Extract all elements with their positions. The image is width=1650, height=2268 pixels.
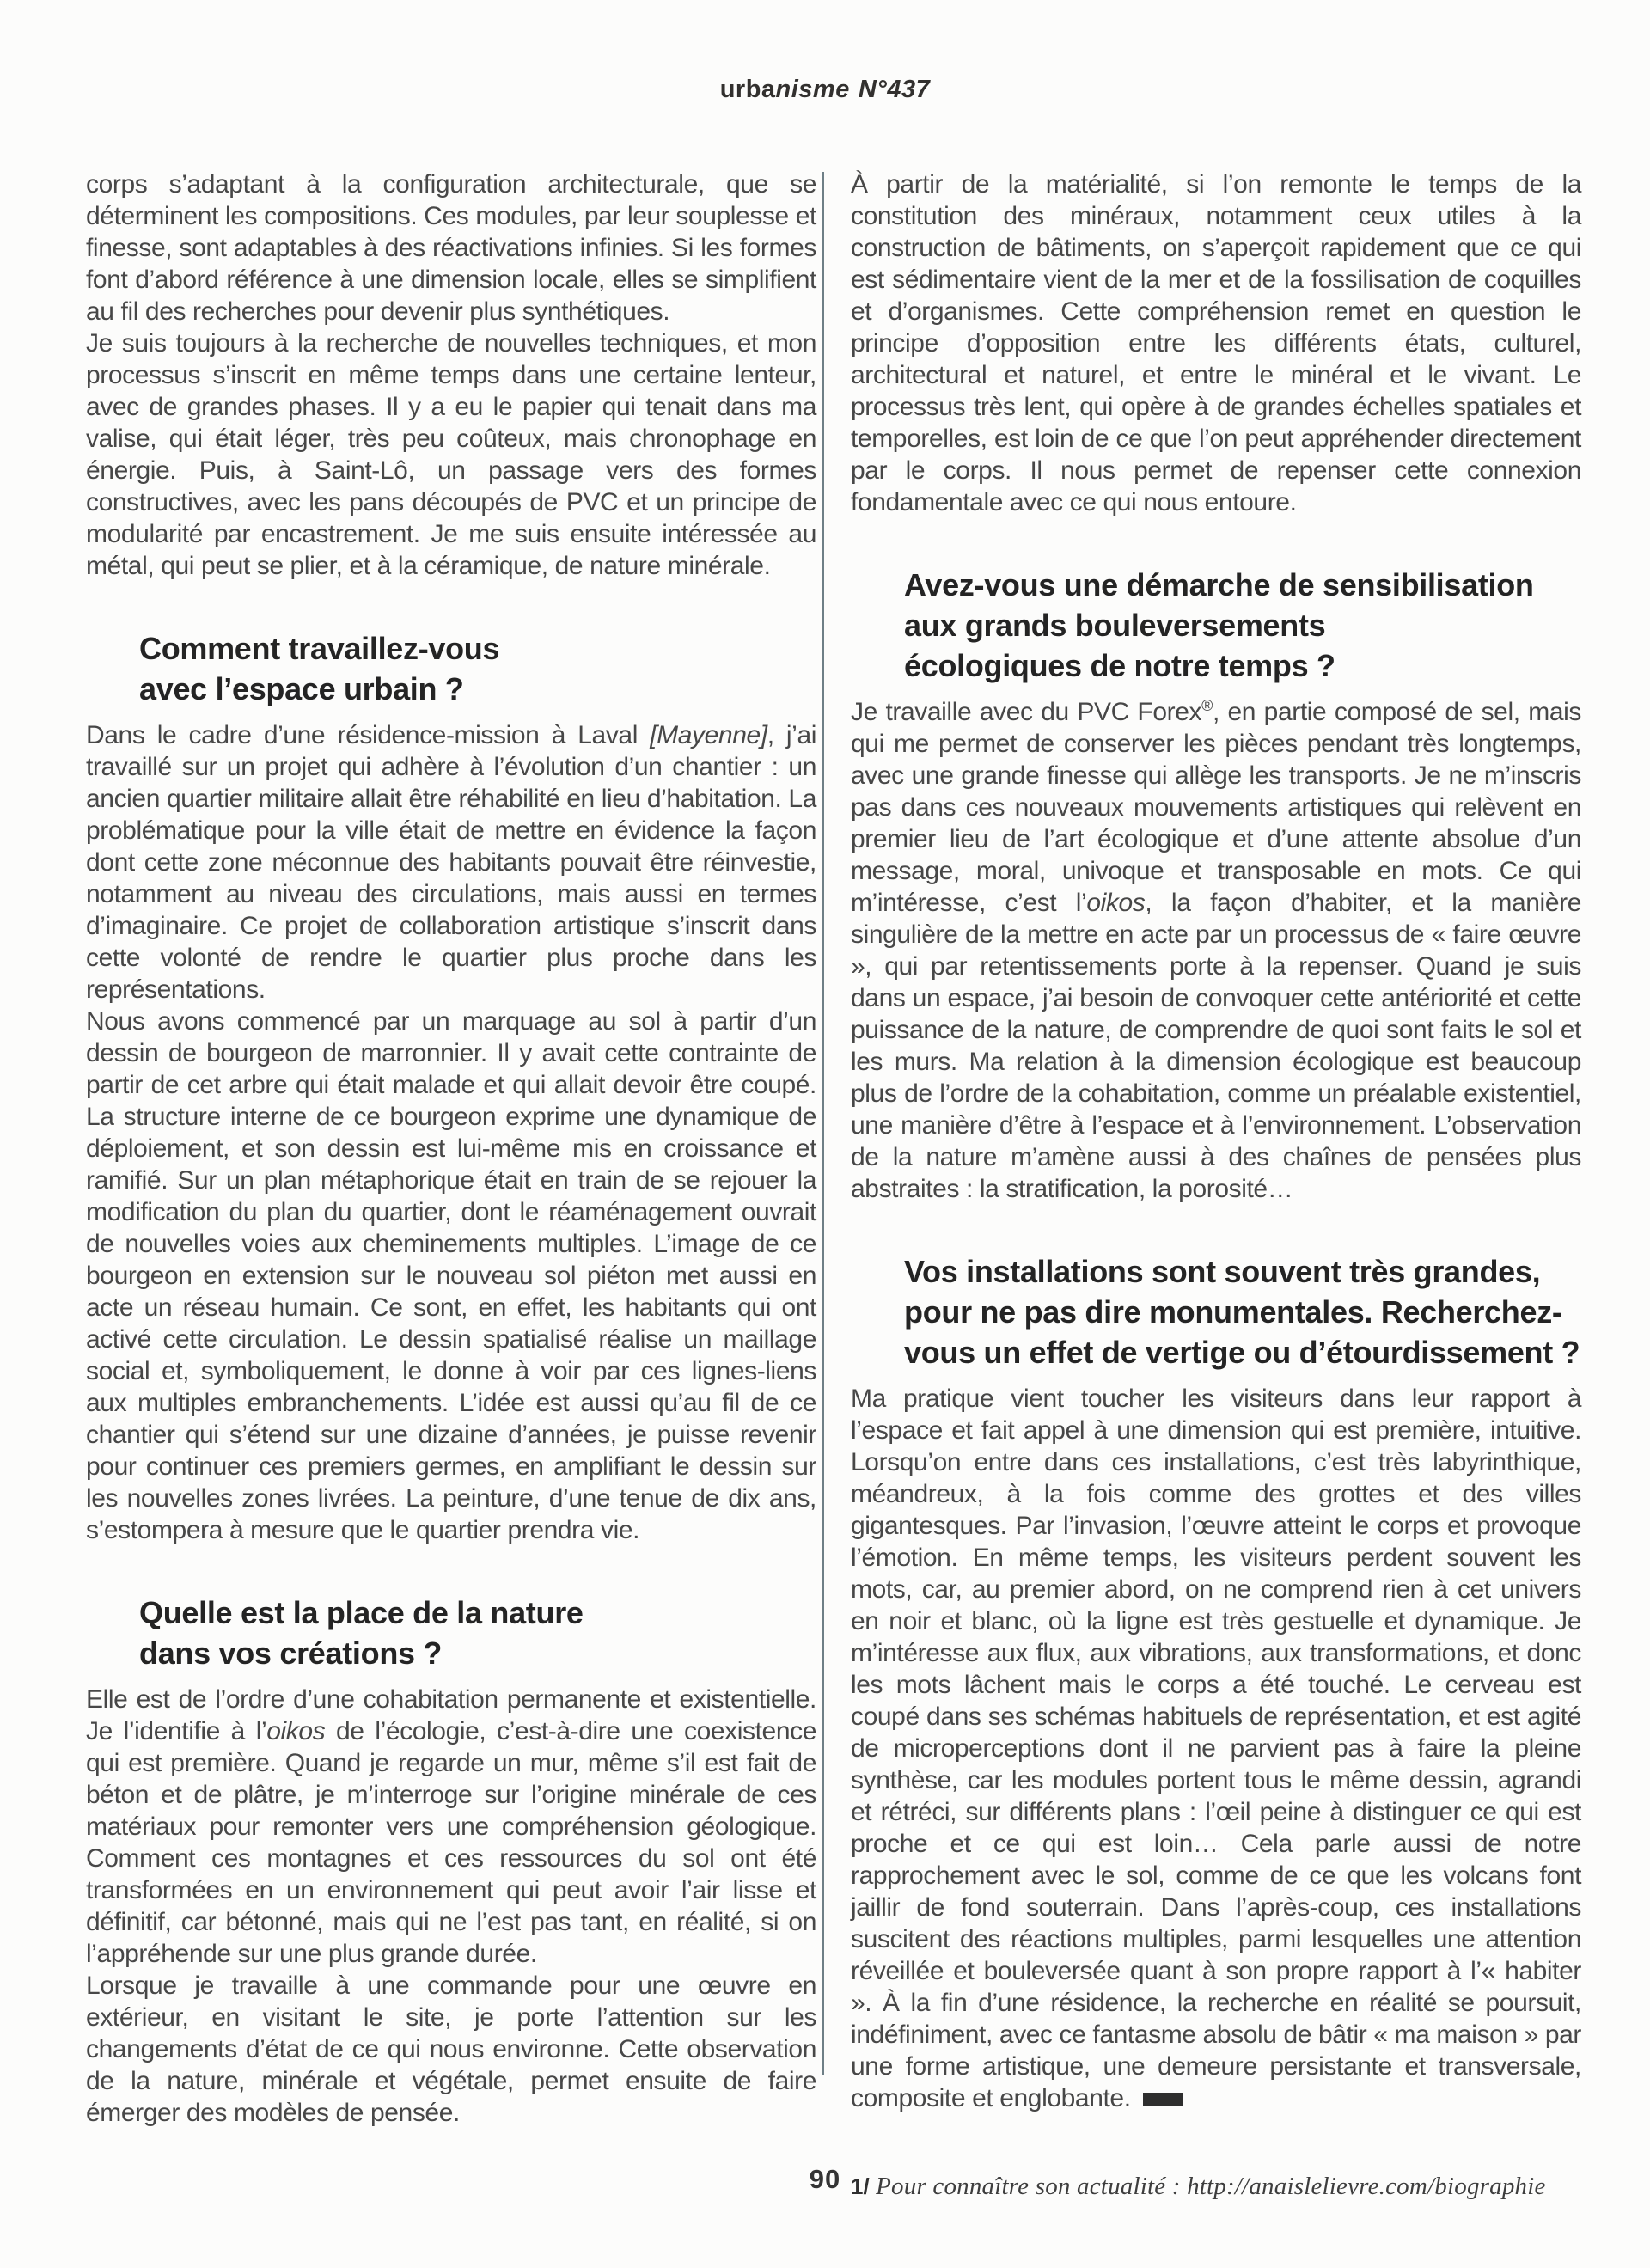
footnote-text: Pour connaître son actualité : http://anaislelievre.com/biographie xyxy=(869,2173,1546,2200)
text-segment: Je suis toujours à la recherche de nouvelles techniques, et mon processus s’inscrit en même temps dans une certaine lenteur, avec de grandes phases. Il y a eu le papier qui tenait dans ma valise, qui était léger, très peu coûteux, mais chronophage en énergie. Puis, à Saint-Lô, un passage vers des formes constructives, avec les pans découpés de PVC et un principe de modularité par encastrement. Je me suis ensuite intéressée au métal, qui peut se plier, et à la céramique, de nature minérale. xyxy=(86,329,816,580)
masthead-brand-regular: urba xyxy=(719,76,776,103)
text-segment: Lorsque je travaille à une commande pour une œuvre en extérieur, en visitant le site, je porte l’attention sur les changements d’état de ce qui nous environne. Cette observation de la nature, minérale et végétale, permet ensuite de faire émerger des modèles de pensée. xyxy=(86,1972,816,2127)
text-segment: Ma pratique vient toucher les visiteurs dans leur rapport à l’espace et fait appel à une dimension qui est première, intuitive. Lorsqu’on entre dans ces installations, c’est très labyrinthique, méandreux, à la fois comme des grottes et des villes gigantesques. Par l’invasion, l’œuvre atteint le corps et provoque l’émotion. En même temps, les visiteurs perdent souvent les mots, car, au premier abord, on ne comprend rien à cet univers en noir et blanc, où la ligne est très gestuelle et dynamique. Je m’intéresse aux flux, aux vibrations, aux transformations, et donc les mots lâchent mais le corps a été touché. Le cerveau est coupé dans ses schémas habituels de représentation, et est agité de microperceptions dont il ne parvient pas à faire la pleine synthèse, car les modules portent tous le même dessin, agrandi et rétréci, sur différents plans : l’œil peine à distinguer ce qui est proche et ce qui est loin… Cela parle aussi de notre rapprochement avec le sol, comme de ce que les volcans font jaillir de fond souterrain. Dans l’après-coup, ces installations suscitent des réactions multiples, parmi lesquelles une attention réveillée et bouleversée quant à son propre rapport à l’« habiter ». À la fin d’une résidence, la recherche en réalité se poursuit, indéfiniment, avec ce fantasme absolu de bâtir « ma maison » par une forme artistique, une demeure persistante et transversale, composite et englobante. xyxy=(851,1385,1581,2112)
column-divider-rule xyxy=(822,172,824,2075)
left-column xyxy=(86,168,816,2201)
body-paragraph xyxy=(86,1970,816,2129)
text-segment: , la façon d’habiter, et la manière singulière de la mettre en acte par un processus de « faire œuvre », qui par retentissements porte à la repenser. Quand je suis dans un espace, j’ai besoin de convoquer cette antériorité et cette puissance de la nature, de comprendre de quoi sont faits le sol et les murs. Ma relation à la dimension écologique est beaucoup plus de l’ordre de la cohabitation, comme un préalable existentiel, une manière d’être à l’espace et à l’environnement. L’observation de la nature m’amène aussi à des chaînes de pensées plus abstraites : la stratification, la porosité… xyxy=(851,889,1581,1203)
body-paragraph xyxy=(86,719,816,1006)
text-segment: , en partie composé de sel, mais qui me permet de conserver les pièces pendant très longtemps, avec une grande finesse qui allège les transports. Je ne m’inscris pas dans ces nouveaux mouvements artistiques qui relèvent en premier lieu de l’art écologique et d’une attente absolue d’un message, moral, univoque et transposable en mots. Ce qui m’intéresse, c’est l’ xyxy=(851,698,1581,917)
masthead xyxy=(0,76,1650,104)
text-segment: oikos xyxy=(266,1717,326,1745)
body-paragraph xyxy=(851,696,1581,1205)
page-number: 90 xyxy=(809,2164,841,2194)
heading-line: Comment travaillez-vous xyxy=(139,631,500,666)
text-segment: [Mayenne] xyxy=(650,721,767,749)
right-column xyxy=(851,168,1581,2201)
trademark-symbol: ® xyxy=(1201,697,1213,714)
text-segment: À partir de la matérialité, si l’on remonte le temps de la constitution des minéraux, notamment ceux utiles à la construction de bâtiments, on s’aperçoit rapidement que ce qui est sédimentaire vient de la mer et de la fossilisation de coquilles et d’organismes. Cette compréhension remet en question le principe d’opposition entre les différents états, culturel, architectural et naturel, et entre le minéral et le vivant. Le processus très lent, qui opère à de grandes échelles spatiales et temporelles, est loin de ce que l’on peut appréhender directement par le corps. Il nous permet de repenser cette connexion fondamentale avec ce qui nous entoure. xyxy=(851,170,1581,517)
body-paragraph xyxy=(851,1383,1581,2114)
text-segment: Nous avons commencé par un marquage au sol à partir d’un dessin de bourgeon de marronnier. Il y avait cette contrainte de partir de cet arbre qui était malade et qui allait devoir être coupé. La structure interne de ce bourgeon exprime une dynamique de déploiement, et son dessin est lui-même mis en croissance et ramifié. Sur un plan métaphorique était en train de se rejouer la modification du plan du quartier, dont le réaménagement ouvrait de nouvelles voies aux cheminements multiples. L’image de ce bourgeon en extension sur le nouveau sol piéton met aussi en acte un réseau humain. Ce sont, en effet, les habitants qui ont activé cette circulation. Le dessin spatialisé réalise un maillage social et, symboliquement, le donne à voir par ces lignes-liens aux multiples embranchements. L’idée est aussi qu’au fil de ce chantier qui s’étend sur une dizaine d’années, je puisse revenir pour continuer ces premiers germes, en amplifiant le dessin sur les nouvelles zones livrées. La peinture, d’une tenue de dix ans, s’estompera à mesure que le quartier prendra vie. xyxy=(86,1007,816,1544)
text-segment: de l’écologie, c’est-à-dire une coexistence qui est première. Quand je regarde un mur, même s’il est fait de béton et de plâtre, je m’interroge sur l’origine minérale de ces matériaux pour remonter vers une compréhension géologique. Comment ces montagnes et ces ressources du sol ont été transformées en un environnement qui peut avoir l’air lisse et définitif, car bétonné, mais qui ne l’est pas tant, en réalité, si on l’appréhende sur une plus grande durée. xyxy=(86,1717,816,1968)
interview-question-heading xyxy=(86,628,816,709)
heading-line: Vos installations sont souvent très grandes, xyxy=(904,1254,1541,1289)
heading-line: dans vos créations ? xyxy=(139,1635,443,1671)
interview-question-heading xyxy=(851,565,1581,686)
body-paragraph xyxy=(86,1006,816,1546)
heading-line: Quelle est la place de la nature xyxy=(139,1595,584,1630)
text-segment: corps s’adaptant à la configuration architecturale, que se déterminent les compositions. Ces modules, par leur souplesse et finesse, sont adaptables à des réactivations infinies. Si les formes font d’abord référence à une dimension locale, elles se simplifient au fil des recherches pour devenir plus synthétiques. xyxy=(86,170,816,326)
footnote-marker: 1/ xyxy=(851,2173,870,2199)
end-of-article-mark xyxy=(1143,2093,1182,2106)
text-segment: , j’ai travaillé sur un projet qui adhère à l’évolution d’un chantier : un ancien quartier militaire allait être réhabilité en lieu d’habitation. La problématique pour la ville était de mettre en évidence la façon dont cette zone méconnue des habitants pouvait être réinvestie, notamment au niveau des circulations, mais aussi en termes d’imaginaire. Ce projet de collaboration artistique s’inscrit dans cette volonté de rendre le quartier plus proche dans les représentations. xyxy=(86,721,816,1004)
text-segment: Dans le cadre d’une résidence-mission à Laval xyxy=(86,721,651,749)
text-segment: oikos xyxy=(1086,889,1146,917)
heading-line: avec l’espace urbain ? xyxy=(139,671,464,706)
heading-line: vous un effet de vertige ou d’étourdissement ? xyxy=(904,1335,1580,1370)
body-paragraph xyxy=(851,168,1581,518)
body-paragraph xyxy=(86,1684,816,1970)
article-columns xyxy=(86,168,1581,2201)
masthead-brand-italic: nisme xyxy=(775,76,850,103)
body-paragraph xyxy=(86,168,816,327)
interview-question-heading xyxy=(86,1592,816,1673)
masthead-issue-number: N°437 xyxy=(858,76,931,103)
text-segment: Elle est de l’ordre d’une cohabitation permanente et existentielle. Je l’identifie à l’ xyxy=(86,1685,816,1745)
heading-line: Avez-vous une démarche de sensibilisation xyxy=(904,567,1534,602)
heading-line: pour ne pas dire monumentales. Recherchez- xyxy=(904,1294,1562,1330)
heading-line: écologiques de notre temps ? xyxy=(904,648,1335,683)
text-segment: Je travaille avec du PVC Forex xyxy=(851,698,1202,726)
interview-question-heading xyxy=(851,1251,1581,1372)
heading-line: aux grands bouleversements xyxy=(904,608,1326,643)
body-paragraph xyxy=(86,327,816,582)
